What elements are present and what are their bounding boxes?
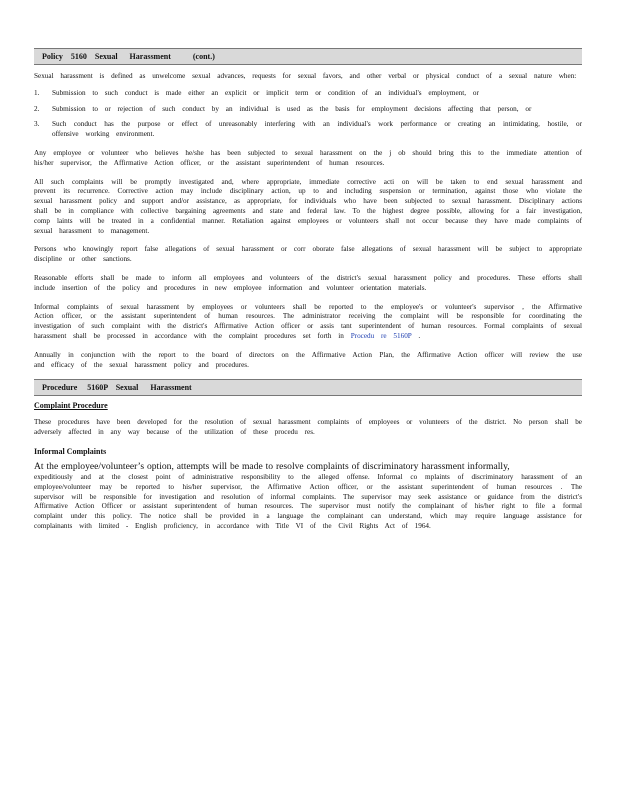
investigation-paragraph: All such complaints will be promptly investigated and, where appropriate, immediate corrective acti on will be taken to end sexual harassment and prevent its recurrence. Corrective action may include disciplinary action, up to and including suspension or termination, against those who violate the sexual harassment policy and support and/or assistance, as appropriate, for individuals who have been subjected to sexual harassment. Disciplinary actions shall be in compliance with collective bargaining agreements and state and federal law. To the highest degree possible, allowing for a fair investigation, comp laints will be treated in a confidential manner. Retaliation against employees or volunteers shall not occur because they have made complaints of sexual harassment to management. (34, 177, 582, 235)
list-text: Submission to such conduct is made either an explicit or implicit term or condition of an individual's employment, or (52, 88, 479, 97)
annual-review-paragraph: Annually in conjunction with the report to the board of directors on the Affirmative Action Plan, the Affirmative Action officer will review the use and efficacy of the sexual harassment policy and procedures. (34, 350, 582, 369)
list-text: Such conduct has the purpose or effect of unreasonably interfering with an individual's work performance or creating an intimidating, hostile, or offensive working environment. (52, 120, 582, 139)
informal-complaints-end: . (411, 331, 421, 340)
document-page (34, 48, 582, 532)
procedures-paragraph: These procedures have been developed for the resolution of sexual harassment complaints of employees or volunteers of the district. No person shall be adversely affected in any way because of the utilization of these procedu res. (34, 418, 582, 437)
list-number: 1. (34, 88, 40, 97)
complaint-procedure-heading: Complaint Procedure (34, 401, 108, 411)
list-item (34, 105, 582, 115)
informal-complaints-heading: Informal Complaints (34, 446, 107, 456)
reasonable-efforts-paragraph: Reasonable efforts shall be made to inform all employees and volunteers of the district's sexual harassment policy and procedures. These efforts shall include insertion of the policy and procedures in new employee information and volunteer orientation materials. (34, 273, 582, 292)
policy-section-bar: Policy 5160 Sexual Harassment (cont.) (34, 48, 582, 65)
false-allegations-paragraph: Persons who knowingly report false allegations of sexual harassment or corr oborate false allegations of sexual harassment will be subject to appropriate discipline or other sanctions. (34, 245, 582, 264)
informal-complaints-paragraph (34, 303, 582, 342)
informal-complaints-text: Informal complaints of sexual harassment by employees or volunteers shall be reported to the employee's or volunteer's supervisor , the Affirmative Action officer, or the assistant superintendent of human resources. The administrator receiving the complaint will be responsible for coordinating the investigation of such complaint with the district's Affirmative Action officer or assis tant superintendent of human resources. Formal complaints of sexual harassment shall be processed in accordance with the complaint procedures set forth in (34, 302, 582, 340)
list-text: Submission to or rejection of such conduct by an individual is used as the basis for employment decisions affecting that person, or (52, 104, 532, 113)
reporting-paragraph: Any employee or volunteer who believes he/she has been subjected to sexual harassment on the j ob should bring this to the immediate attention of his/her supervisor, the Affirmative Action officer, or the assistant superintendent of human resources. (34, 148, 582, 167)
procedure-section-bar: Procedure 5160P Sexual Harassment (34, 379, 582, 396)
informal-resolution-paragraph: expeditiously and at the closest point of administrative responsibility to the alleged offense. Informal co mplaints of discriminatory harassment of an employee/volunteer may be reported to his/her supervisor, the Affirmative Action officer, or the assistant superintendent of human resources . The supervisor will be responsible for investigation and resolution of informal complaints. The supervisor may seek assistance or guidance from the district's Affirmative Action Officer or assistant superintendent of human resources. The supervisor must notify the complainant of his/her right to file a formal complaint under this policy. The notice shall be provided in a language the complainant can understand, which may require language assistance for complainants with limited - English proficiency, in accordance with Title VI of the Civil Rights Act of 1964. (34, 472, 582, 530)
definition-paragraph: Sexual harassment is defined as unwelcome sexual advances, requests for sexual favors, and other verbal or physical conduct of a sexual nature when: (34, 72, 577, 80)
list-number: 3. (34, 120, 40, 129)
informal-option-lead: At the employee/volunteer’s option, attempts will be made to resolve complaints of discriminatory harassment informally, (34, 460, 510, 472)
list-item (34, 120, 582, 140)
procedure-link[interactable]: Procedu re 5160P (350, 331, 412, 340)
list-number: 2. (34, 104, 40, 113)
list-item (34, 89, 582, 99)
